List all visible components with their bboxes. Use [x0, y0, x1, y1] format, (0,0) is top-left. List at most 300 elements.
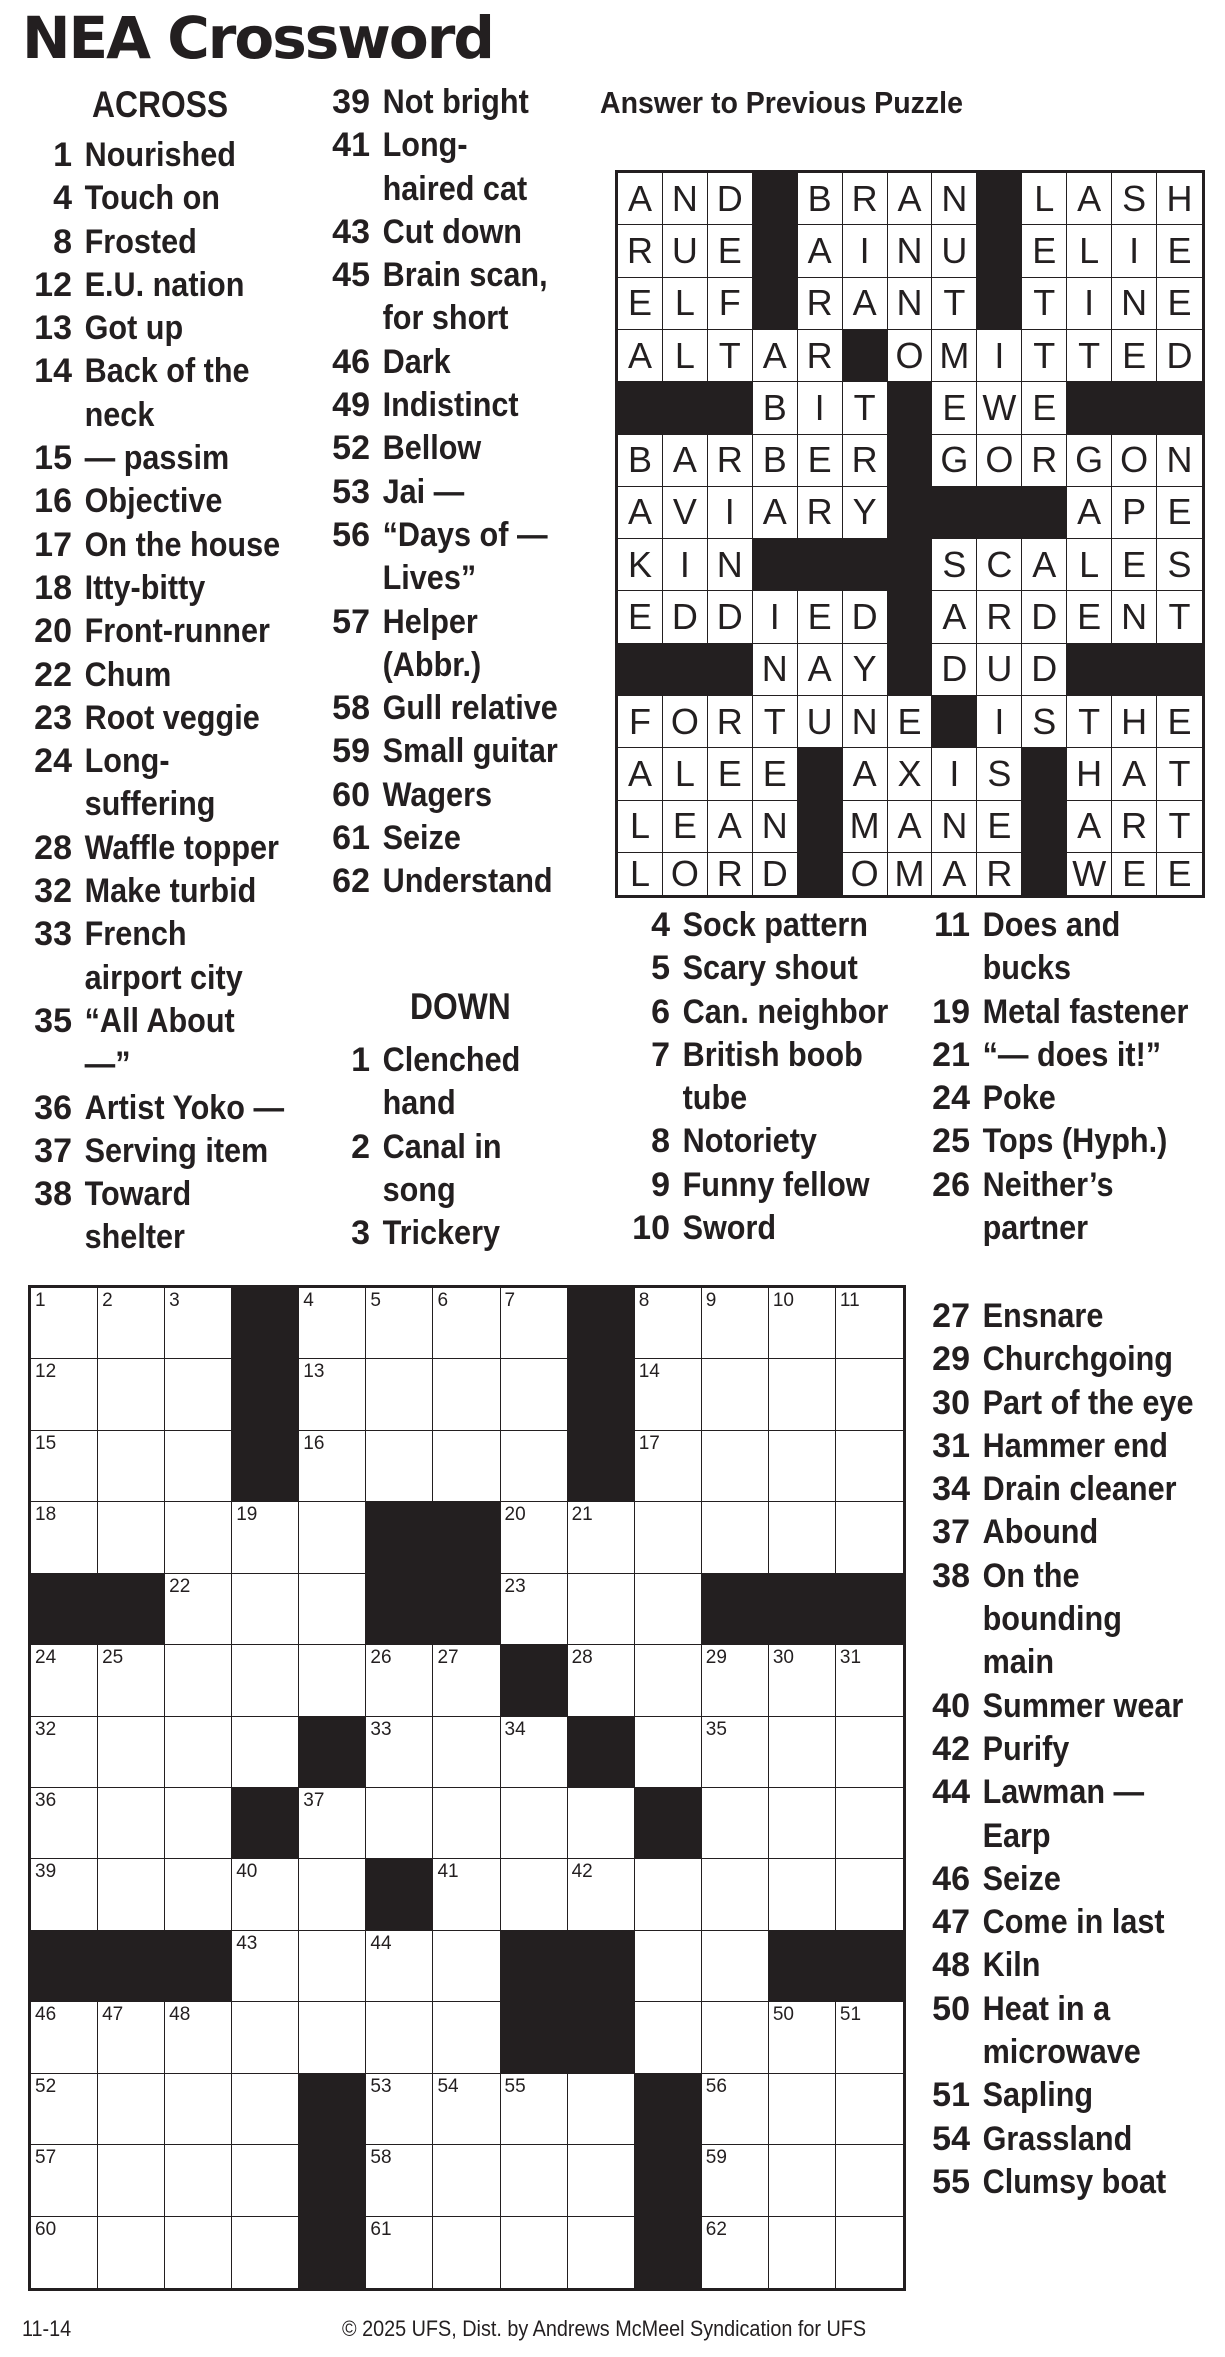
answer-cell: R	[843, 435, 888, 487]
grid-cell[interactable]	[635, 1574, 702, 1645]
grid-cell[interactable]	[433, 1645, 500, 1716]
clue-number: 36	[34, 1088, 72, 1127]
grid-cell[interactable]	[31, 2217, 98, 2288]
clue-item	[320, 211, 580, 254]
clue-item	[920, 1295, 1220, 1338]
grid-cell[interactable]	[433, 1859, 500, 1930]
clue-item	[320, 687, 580, 730]
clue-item	[22, 740, 312, 827]
clue-item	[920, 1685, 1220, 1728]
cell-number: 18	[35, 1504, 57, 1526]
grid-cell[interactable]	[98, 2074, 165, 2145]
clue-item	[320, 514, 580, 601]
grid-cell[interactable]	[98, 1502, 165, 1573]
grid-cell[interactable]	[31, 2145, 98, 2216]
grid-cell[interactable]	[165, 1502, 232, 1573]
grid-cell[interactable]	[635, 1288, 702, 1359]
answer-cell: A	[1067, 173, 1112, 225]
answer-cell: A	[798, 225, 843, 277]
grid-cell[interactable]	[568, 2145, 635, 2216]
grid-cell[interactable]	[165, 2074, 232, 2145]
grid-cell[interactable]	[366, 1931, 433, 2002]
clue-item	[22, 1173, 312, 1260]
grid-cell[interactable]	[232, 2145, 299, 2216]
grid-cell[interactable]	[299, 1359, 366, 1430]
grid-cell[interactable]	[635, 1717, 702, 1788]
grid-cell[interactable]	[299, 1859, 366, 1930]
grid-cell[interactable]	[232, 1502, 299, 1573]
grid-cell[interactable]	[501, 1502, 568, 1573]
clue-text: On the house	[84, 525, 281, 564]
grid-cell[interactable]	[836, 1645, 903, 1716]
across-clues-column-1	[22, 134, 312, 1260]
grid-cell[interactable]	[433, 2002, 500, 2073]
grid-cell[interactable]	[702, 2145, 769, 2216]
grid-cell[interactable]	[299, 1645, 366, 1716]
grid-cell[interactable]	[232, 1645, 299, 1716]
grid-cell[interactable]	[568, 1788, 635, 1859]
grid-cell[interactable]	[433, 1717, 500, 1788]
clue-text: Poke	[982, 1079, 1056, 1118]
grid-cell[interactable]	[98, 1645, 165, 1716]
clue-text: Summer wear	[982, 1686, 1184, 1725]
grid-cell[interactable]	[769, 2074, 836, 2145]
cell-number: 56	[705, 2075, 727, 2097]
clue-number: 59	[332, 732, 370, 771]
answer-cell: H	[1112, 696, 1157, 748]
grid-cell[interactable]	[232, 2002, 299, 2073]
answer-cell: R	[798, 487, 843, 539]
grid-cell[interactable]	[702, 1645, 769, 1716]
clue-item	[320, 860, 580, 903]
grid-cell[interactable]	[232, 2217, 299, 2288]
grid-cell[interactable]	[433, 1359, 500, 1430]
answer-black-square	[753, 173, 798, 225]
grid-cell[interactable]	[769, 1717, 836, 1788]
grid-cell[interactable]	[165, 2002, 232, 2073]
answer-cell: X	[888, 748, 933, 800]
cell-number: 24	[35, 1647, 57, 1669]
grid-cell[interactable]	[98, 2217, 165, 2288]
clue-item	[320, 1039, 580, 1126]
clue-item	[22, 437, 312, 480]
answer-cell: N	[753, 644, 798, 696]
grid-cell[interactable]	[568, 2074, 635, 2145]
grid-cell[interactable]	[501, 1574, 568, 1645]
grid-cell[interactable]	[702, 1931, 769, 2002]
grid-cell[interactable]	[836, 2145, 903, 2216]
clue-number: 53	[332, 472, 370, 511]
clue-number: 20	[34, 612, 72, 651]
clue-number: 30	[932, 1383, 970, 1422]
answer-cell: E	[708, 748, 753, 800]
cell-number: 15	[35, 1432, 57, 1454]
clue-number: 60	[332, 775, 370, 814]
answer-black-square	[932, 696, 977, 748]
clue-number: 23	[34, 698, 72, 737]
answer-cell: T	[1067, 330, 1112, 382]
grid-cell[interactable]	[769, 1859, 836, 1930]
grid-cell[interactable]	[232, 1574, 299, 1645]
grid-black-square	[299, 1717, 366, 1788]
clue-item	[22, 1000, 312, 1087]
grid-cell[interactable]	[769, 1359, 836, 1430]
answer-cell: O	[1112, 435, 1157, 487]
clue-item	[620, 947, 940, 990]
grid-cell[interactable]	[98, 1859, 165, 1930]
grid-cell[interactable]	[98, 1431, 165, 1502]
grid-cell[interactable]	[501, 1359, 568, 1430]
grid-black-square	[232, 1788, 299, 1859]
grid-cell[interactable]	[165, 1431, 232, 1502]
grid-cell[interactable]	[769, 2145, 836, 2216]
clue-text: British boob tube	[682, 1035, 863, 1118]
clue-number: 38	[34, 1175, 72, 1214]
grid-black-square	[299, 2145, 366, 2216]
grid-cell[interactable]	[836, 1288, 903, 1359]
grid-cell[interactable]	[165, 2145, 232, 2216]
clue-number: 24	[34, 742, 72, 781]
clue-item	[920, 1382, 1220, 1425]
grid-cell[interactable]	[501, 1788, 568, 1859]
answer-cell: E	[1112, 853, 1157, 895]
down-clues-column-4a	[920, 904, 1220, 1250]
grid-cell[interactable]	[232, 1717, 299, 1788]
grid-cell[interactable]	[568, 2217, 635, 2288]
grid-black-square	[635, 2074, 702, 2145]
clue-item	[22, 524, 312, 567]
grid-cell[interactable]	[568, 1574, 635, 1645]
answer-black-square	[753, 278, 798, 330]
grid-cell[interactable]	[366, 2074, 433, 2145]
grid-cell[interactable]	[433, 1288, 500, 1359]
clue-number: 27	[932, 1297, 970, 1335]
grid-cell[interactable]	[165, 1574, 232, 1645]
grid-cell[interactable]	[635, 1431, 702, 1502]
cell-number: 4	[303, 1290, 314, 1311]
clue-text: Hammer end	[982, 1426, 1168, 1465]
grid-cell[interactable]	[501, 1288, 568, 1359]
grid-cell[interactable]	[299, 1288, 366, 1359]
answer-cell: U	[977, 644, 1022, 696]
cell-number: 33	[370, 1718, 392, 1740]
answer-cell: T	[1157, 801, 1202, 853]
grid-cell[interactable]	[501, 2074, 568, 2145]
clue-text: Make turbid	[84, 872, 257, 911]
grid-black-square	[31, 1931, 98, 2002]
answer-cell: G	[932, 435, 977, 487]
grid-cell[interactable]	[98, 1359, 165, 1430]
clue-text: Clumsy boat	[982, 2162, 1167, 2201]
grid-cell[interactable]	[366, 1645, 433, 1716]
grid-cell[interactable]	[635, 1645, 702, 1716]
cell-number: 43	[236, 1932, 258, 1954]
clue-item	[22, 177, 312, 220]
grid-cell[interactable]	[433, 1788, 500, 1859]
clue-number: 40	[932, 1686, 970, 1725]
grid-cell[interactable]	[98, 1717, 165, 1788]
grid-cell[interactable]	[31, 1788, 98, 1859]
answer-black-square	[888, 487, 933, 539]
grid-cell[interactable]	[769, 1288, 836, 1359]
answer-cell: A	[1067, 487, 1112, 539]
grid-cell[interactable]	[299, 1431, 366, 1502]
grid-cell[interactable]	[433, 1431, 500, 1502]
grid-cell[interactable]	[836, 1717, 903, 1788]
answer-cell: D	[932, 644, 977, 696]
clue-number: 22	[34, 655, 72, 694]
grid-cell[interactable]	[299, 1574, 366, 1645]
grid-cell[interactable]	[433, 1931, 500, 2002]
grid-cell[interactable]	[31, 1288, 98, 1359]
grid-cell[interactable]	[501, 1431, 568, 1502]
grid-cell[interactable]	[299, 1502, 366, 1573]
clue-item	[22, 350, 312, 437]
clue-text: Small guitar	[382, 732, 558, 771]
grid-cell[interactable]	[635, 1502, 702, 1573]
clue-item	[320, 774, 580, 817]
answer-cell: D	[1022, 644, 1067, 696]
grid-cell[interactable]	[366, 1359, 433, 1430]
grid-cell[interactable]	[366, 1431, 433, 1502]
grid-cell[interactable]	[836, 1502, 903, 1573]
grid-cell[interactable]	[98, 1288, 165, 1359]
clue-item	[920, 1120, 1220, 1163]
grid-cell[interactable]	[31, 1859, 98, 1930]
grid-cell[interactable]	[501, 1859, 568, 1930]
grid-cell[interactable]	[31, 2002, 98, 2073]
clue-item	[920, 2161, 1220, 2204]
grid-cell[interactable]	[836, 1359, 903, 1430]
answer-black-square	[977, 173, 1022, 225]
clue-text: Serving item	[84, 1131, 269, 1170]
grid-cell[interactable]	[702, 2074, 769, 2145]
grid-cell[interactable]	[836, 1859, 903, 1930]
grid-cell[interactable]	[568, 1502, 635, 1573]
clue-number: 28	[34, 828, 72, 867]
clue-number: 13	[34, 309, 72, 348]
clue-number: 34	[932, 1470, 970, 1509]
grid-cell[interactable]	[702, 1502, 769, 1573]
grid-cell[interactable]	[702, 1717, 769, 1788]
clue-text: Drain cleaner	[982, 1470, 1177, 1509]
answer-cell: R	[843, 173, 888, 225]
grid-cell[interactable]	[635, 1859, 702, 1930]
clue-number: 58	[332, 689, 370, 728]
clue-text: Not bright	[382, 83, 529, 121]
grid-cell[interactable]	[165, 1788, 232, 1859]
grid-cell[interactable]	[501, 2145, 568, 2216]
grid-black-square	[299, 2074, 366, 2145]
grid-cell[interactable]	[635, 1931, 702, 2002]
answer-cell: N	[1112, 591, 1157, 643]
grid-cell[interactable]	[433, 2217, 500, 2288]
previous-answer-heading: Answer to Previous Puzzle	[600, 85, 963, 120]
answer-cell: B	[618, 435, 663, 487]
grid-cell[interactable]	[366, 2002, 433, 2073]
grid-cell[interactable]	[299, 1931, 366, 2002]
clue-text: Frosted	[84, 222, 197, 261]
cell-number: 42	[571, 1861, 593, 1883]
grid-cell[interactable]	[836, 2074, 903, 2145]
clue-item	[22, 697, 312, 740]
grid-cell[interactable]	[98, 2145, 165, 2216]
cell-number: 54	[437, 2075, 459, 2097]
grid-cell[interactable]	[299, 2002, 366, 2073]
grid-cell[interactable]	[98, 2002, 165, 2073]
grid-cell[interactable]	[501, 2217, 568, 2288]
clue-number: 51	[932, 2076, 970, 2115]
grid-cell[interactable]	[702, 1788, 769, 1859]
clue-text: “All About —”	[84, 1001, 235, 1084]
grid-cell[interactable]	[769, 1788, 836, 1859]
grid-cell[interactable]	[165, 1859, 232, 1930]
grid-cell[interactable]	[702, 1431, 769, 1502]
answer-black-square	[753, 539, 798, 591]
clue-number: 56	[332, 515, 370, 554]
clue-item	[920, 2074, 1220, 2117]
clue-number: 52	[332, 429, 370, 468]
grid-cell[interactable]	[635, 2002, 702, 2073]
clue-text: Cut down	[382, 212, 522, 251]
clue-text: Grassland	[982, 2119, 1133, 2158]
grid-cell[interactable]	[165, 1288, 232, 1359]
grid-cell[interactable]	[702, 1859, 769, 1930]
answer-cell: C	[977, 539, 1022, 591]
answer-black-square	[1157, 644, 1202, 696]
answer-cell: B	[753, 435, 798, 487]
grid-cell[interactable]	[702, 2217, 769, 2288]
answer-cell: I	[977, 696, 1022, 748]
clue-item	[920, 1771, 1220, 1858]
clue-item	[22, 870, 312, 913]
answer-cell: D	[753, 853, 798, 895]
clue-number: 48	[932, 1946, 970, 1985]
answer-cell: O	[977, 435, 1022, 487]
clue-number: 29	[932, 1340, 970, 1379]
grid-cell[interactable]	[165, 2217, 232, 2288]
clue-text: Purify	[982, 1729, 1070, 1768]
grid-cell[interactable]	[501, 1717, 568, 1788]
answer-black-square	[753, 225, 798, 277]
grid-cell[interactable]	[31, 2074, 98, 2145]
clue-number: 54	[932, 2119, 970, 2158]
grid-cell[interactable]	[433, 2074, 500, 2145]
grid-cell[interactable]	[165, 1717, 232, 1788]
answer-cell: E	[798, 591, 843, 643]
grid-black-square	[165, 1931, 232, 2002]
grid-cell[interactable]	[635, 1359, 702, 1430]
grid-cell[interactable]	[366, 1717, 433, 1788]
grid-cell[interactable]	[165, 1359, 232, 1430]
answer-cell: D	[663, 591, 708, 643]
answer-black-square	[1112, 644, 1157, 696]
clue-item	[920, 1901, 1220, 1944]
clue-item	[920, 904, 1220, 991]
answer-cell: A	[932, 853, 977, 895]
grid-cell[interactable]	[366, 1288, 433, 1359]
answer-cell: L	[663, 278, 708, 330]
grid-cell[interactable]	[836, 2217, 903, 2288]
cell-number: 12	[35, 1361, 57, 1383]
grid-cell[interactable]	[232, 1859, 299, 1930]
grid-cell[interactable]	[165, 1645, 232, 1716]
clue-item	[620, 1207, 940, 1250]
clue-number: 61	[332, 819, 370, 858]
grid-cell[interactable]	[769, 2002, 836, 2073]
grid-cell[interactable]	[31, 1431, 98, 1502]
grid-cell[interactable]	[366, 1788, 433, 1859]
grid-cell[interactable]	[98, 1788, 165, 1859]
grid-cell[interactable]	[836, 2002, 903, 2073]
grid-cell[interactable]	[31, 1502, 98, 1573]
grid-cell[interactable]	[836, 1788, 903, 1859]
answer-cell: T	[1022, 278, 1067, 330]
clue-text: Helper (Abbr.)	[382, 602, 482, 684]
clue-item	[920, 1555, 1220, 1685]
grid-cell[interactable]	[232, 1931, 299, 2002]
answer-cell: S	[1022, 696, 1067, 748]
clue-item	[620, 1034, 940, 1121]
grid-cell[interactable]	[366, 2145, 433, 2216]
grid-cell[interactable]	[702, 2002, 769, 2073]
answer-cell: A	[888, 801, 933, 853]
grid-cell[interactable]	[31, 1359, 98, 1430]
grid-cell[interactable]	[299, 1788, 366, 1859]
grid-cell[interactable]	[31, 1717, 98, 1788]
grid-cell[interactable]	[31, 1645, 98, 1716]
down-clues-column-3	[620, 904, 940, 1250]
cell-number: 29	[705, 1647, 727, 1669]
clue-number: 7	[651, 1035, 670, 1074]
grid-cell[interactable]	[702, 1359, 769, 1430]
grid-cell[interactable]	[769, 1431, 836, 1502]
clue-text: Gull relative	[382, 689, 558, 728]
grid-cell[interactable]	[366, 2217, 433, 2288]
clue-number: 21	[932, 1035, 970, 1074]
clue-text: Heat in a microwave	[982, 1989, 1141, 2072]
answer-cell: M	[843, 801, 888, 853]
grid-cell[interactable]	[769, 1502, 836, 1573]
grid-cell[interactable]	[568, 1645, 635, 1716]
clue-number: 55	[932, 2162, 970, 2201]
grid-cell[interactable]	[702, 1288, 769, 1359]
cell-number: 35	[705, 1718, 727, 1740]
clue-text: Back of the neck	[84, 352, 250, 434]
answer-cell: A	[753, 330, 798, 382]
grid-cell[interactable]	[433, 2145, 500, 2216]
grid-cell[interactable]	[232, 2074, 299, 2145]
clue-item	[620, 991, 940, 1034]
clue-text: Scary shout	[682, 949, 858, 988]
crossword-grid[interactable]	[28, 1285, 906, 2291]
grid-cell[interactable]	[836, 1431, 903, 1502]
answer-black-square	[977, 278, 1022, 330]
grid-cell[interactable]	[769, 2217, 836, 2288]
cell-number: 14	[638, 1361, 660, 1383]
clue-text: Dark	[382, 342, 451, 381]
answer-black-square	[1022, 801, 1067, 853]
grid-black-square	[366, 1502, 433, 1573]
cell-number: 41	[437, 1861, 459, 1883]
clue-item	[320, 601, 580, 688]
clue-item	[920, 1511, 1220, 1554]
answer-cell: N	[1112, 278, 1157, 330]
grid-cell[interactable]	[568, 1859, 635, 1930]
cell-number: 53	[370, 2075, 392, 2097]
grid-cell[interactable]	[769, 1645, 836, 1716]
answer-cell: N	[843, 696, 888, 748]
